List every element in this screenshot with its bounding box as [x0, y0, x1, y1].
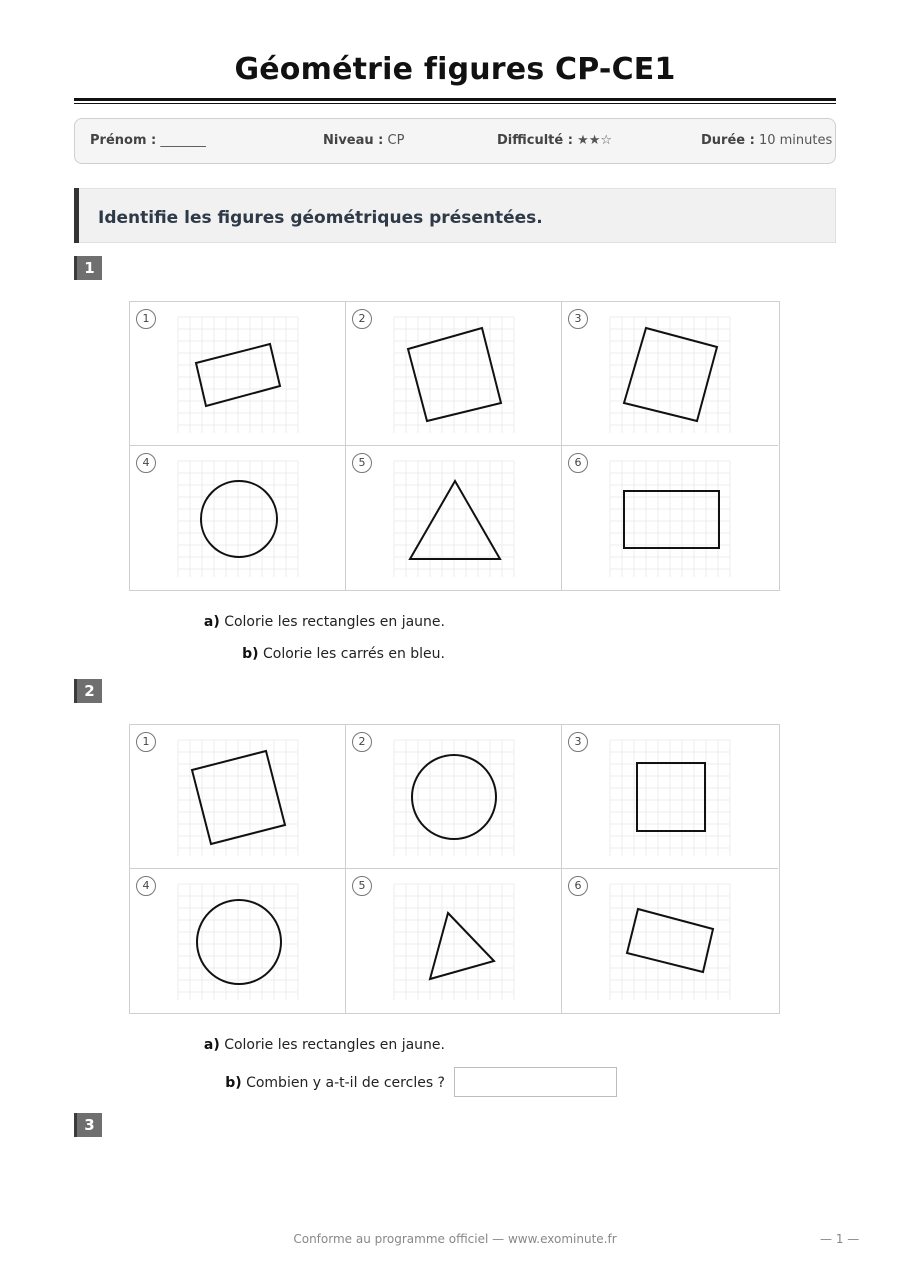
figure-number: 1: [136, 309, 156, 329]
figure-cell[interactable]: [130, 446, 346, 590]
figure-cell[interactable]: [562, 869, 778, 1013]
figure-cell[interactable]: [562, 302, 778, 446]
figure-number: 1: [136, 732, 156, 752]
triangle-figure: [346, 446, 562, 590]
exercise-number: 1: [74, 256, 102, 280]
figure-number: 4: [136, 876, 156, 896]
figure-cell[interactable]: [562, 725, 778, 869]
question-letter: b): [242, 646, 259, 662]
info-box: [74, 118, 836, 164]
answer-input-box[interactable]: [454, 1067, 617, 1097]
prenom-value: _______: [160, 133, 206, 148]
question-text: Colorie les rectangles en jaune.: [224, 1037, 445, 1053]
exercise-number: 3: [74, 1113, 102, 1137]
figure-number: 6: [568, 876, 588, 896]
figure-cell[interactable]: [130, 302, 346, 446]
question-text: Combien y a-t-il de cercles ?: [246, 1075, 445, 1091]
rectangle-rotated-figure: [562, 869, 778, 1013]
question-text: Colorie les carrés en bleu.: [263, 646, 445, 662]
figure-number: 6: [568, 453, 588, 473]
question: [204, 614, 445, 630]
figure-cell[interactable]: [346, 446, 562, 590]
exercise-number: 2: [74, 679, 102, 703]
page-title: Géométrie figures CP-CE1: [234, 52, 676, 87]
figure-grid: [129, 301, 780, 591]
duree-field: [701, 133, 832, 148]
square-figure: [562, 725, 778, 869]
figure-number: 3: [568, 309, 588, 329]
question: [225, 1075, 445, 1091]
figure-grid: [129, 724, 780, 1014]
question: [204, 1037, 445, 1053]
figure-cell[interactable]: [562, 446, 778, 590]
instruction-bar: [74, 188, 79, 243]
difficulte-value: ★★☆: [577, 133, 613, 148]
figure-number: 5: [352, 876, 372, 896]
square-rotated-figure: [346, 302, 562, 446]
figure-cell[interactable]: [130, 725, 346, 869]
figure-number: 2: [352, 732, 372, 752]
rectangle-rotated-figure: [130, 302, 346, 446]
instruction-box: [74, 188, 836, 243]
duree-label: Durée :: [701, 133, 755, 148]
figure-cell[interactable]: [346, 869, 562, 1013]
figure-number: 5: [352, 453, 372, 473]
question-letter: a): [203, 1037, 220, 1053]
page-number: — 1 —: [820, 1232, 860, 1246]
figure-number: 4: [136, 453, 156, 473]
duree-value: 10 minutes: [758, 133, 833, 148]
question: [242, 646, 445, 662]
niveau-label: Niveau :: [323, 133, 384, 148]
square-rotated-figure: [130, 725, 346, 869]
figure-number: 2: [352, 309, 372, 329]
niveau-field: [323, 133, 404, 148]
question-letter: a): [203, 614, 220, 630]
circle-figure: [346, 725, 562, 869]
difficulte-field: [497, 133, 612, 148]
rectangle-figure: [562, 446, 778, 590]
circle-figure: [130, 869, 346, 1013]
prenom-field: [90, 133, 206, 148]
niveau-value: CP: [387, 133, 405, 148]
triangle-rotated-figure: [346, 869, 562, 1013]
figure-cell[interactable]: [346, 725, 562, 869]
figure-cell[interactable]: [130, 869, 346, 1013]
difficulte-label: Difficulté :: [497, 133, 573, 148]
question-letter: b): [225, 1075, 242, 1091]
title-rule-thin: [74, 103, 836, 104]
question-text: Colorie les rectangles en jaune.: [224, 614, 445, 630]
circle-figure: [130, 446, 346, 590]
figure-cell[interactable]: [346, 302, 562, 446]
instruction-text: Identifie les figures géométriques présentées.: [98, 208, 543, 228]
prenom-label: Prénom :: [90, 133, 157, 148]
figure-number: 3: [568, 732, 588, 752]
title-rule: [74, 98, 836, 101]
square-rotated-figure: [562, 302, 778, 446]
footer-text: Conforme au programme officiel — www.exominute.fr: [293, 1232, 617, 1246]
